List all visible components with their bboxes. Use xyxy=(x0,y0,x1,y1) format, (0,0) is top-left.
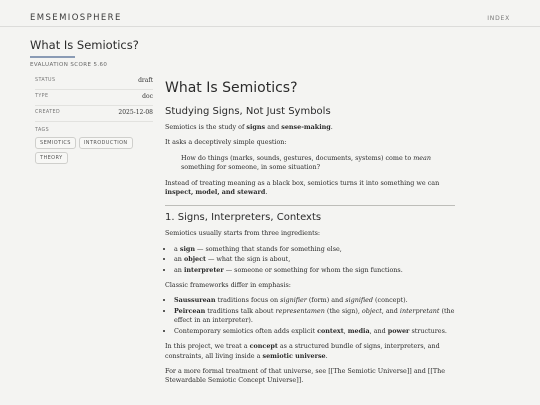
metadata-sidebar xyxy=(35,76,153,164)
meta-value: draft xyxy=(138,77,153,84)
section-divider xyxy=(165,205,455,206)
meta-key: TYPE xyxy=(35,94,49,99)
section1-paragraph-2: Classic frameworks differ in emphasis: xyxy=(165,281,291,290)
intro-paragraph-1: Semiotics is the study of signs and sense-making. xyxy=(165,123,333,131)
list-item: • Contemporary semiotics often adds explicit context, media, and power structures. xyxy=(174,327,455,336)
tags-label: TAGS xyxy=(35,128,50,133)
meta-row-type xyxy=(35,92,153,106)
question-quote: How do things (marks, sounds, gestures, documents, systems) come to mean something for someone, in some situation? xyxy=(181,153,431,172)
list-item: • Saussurean traditions focus on signifier (form) and signified (concept). xyxy=(174,296,455,305)
meta-key: CREATED xyxy=(35,110,61,115)
meta-row-status xyxy=(35,76,153,90)
article xyxy=(165,80,455,392)
intro-paragraph-2: It asks a deceptively simple question: xyxy=(165,138,287,147)
list-item: • a sign — something that stands for something else, xyxy=(174,245,455,254)
tag-list xyxy=(35,137,145,164)
section1-paragraph-3: In this project, we treat a concept as a structured bundle of signs, interpreters, and constraints, all living inside a semiotic universe. xyxy=(165,342,440,360)
top-bar xyxy=(0,0,540,27)
site-brand[interactable]: EMSEMIOSPHERE xyxy=(30,13,122,23)
intro-paragraph-3: Instead of treating meaning as a black box, semiotics turns it into something we can inspect, model, and steward. xyxy=(165,178,440,197)
section-heading-signs: 1. Signs, Interpreters, Contexts xyxy=(165,212,322,224)
list-item: • Peircean traditions talk about representamen (the sign), object, and interpretant (the effect in an interpreter). xyxy=(174,307,455,326)
section1-paragraph-4: For a more formal treatment of that universe, see [[The Semiotic Universe]] and [[The Stewardable Semiotic Concept Universe]]. xyxy=(165,366,446,385)
ingredient-list xyxy=(165,245,455,275)
index-link[interactable]: INDEX xyxy=(487,15,510,22)
tag-theory[interactable]: THEORY xyxy=(35,152,68,164)
tag-semiotics[interactable]: SEMIOTICS xyxy=(35,137,76,149)
list-item: • an interpreter — someone or something for whom the sign functions. xyxy=(174,266,455,275)
page-title: What Is Semiotics? xyxy=(30,38,139,52)
section1-paragraph-1: Semiotics usually starts from three ingredients: xyxy=(165,229,321,238)
tag-introduction[interactable]: INTRODUCTION xyxy=(79,137,133,149)
framework-list xyxy=(165,296,455,336)
meta-key: STATUS xyxy=(35,78,56,83)
evaluation-score: EVALUATION SCORE 5.60 xyxy=(30,62,108,68)
meta-row-created xyxy=(35,108,153,122)
article-title: What Is Semiotics? xyxy=(165,80,298,96)
meta-value: doc xyxy=(142,93,153,100)
meta-value: 2025-12-08 xyxy=(118,109,153,116)
list-item: • an object — what the sign is about, xyxy=(174,255,455,264)
section-heading-intro: Studying Signs, Not Just Symbols xyxy=(165,106,331,117)
title-underline xyxy=(30,56,75,58)
